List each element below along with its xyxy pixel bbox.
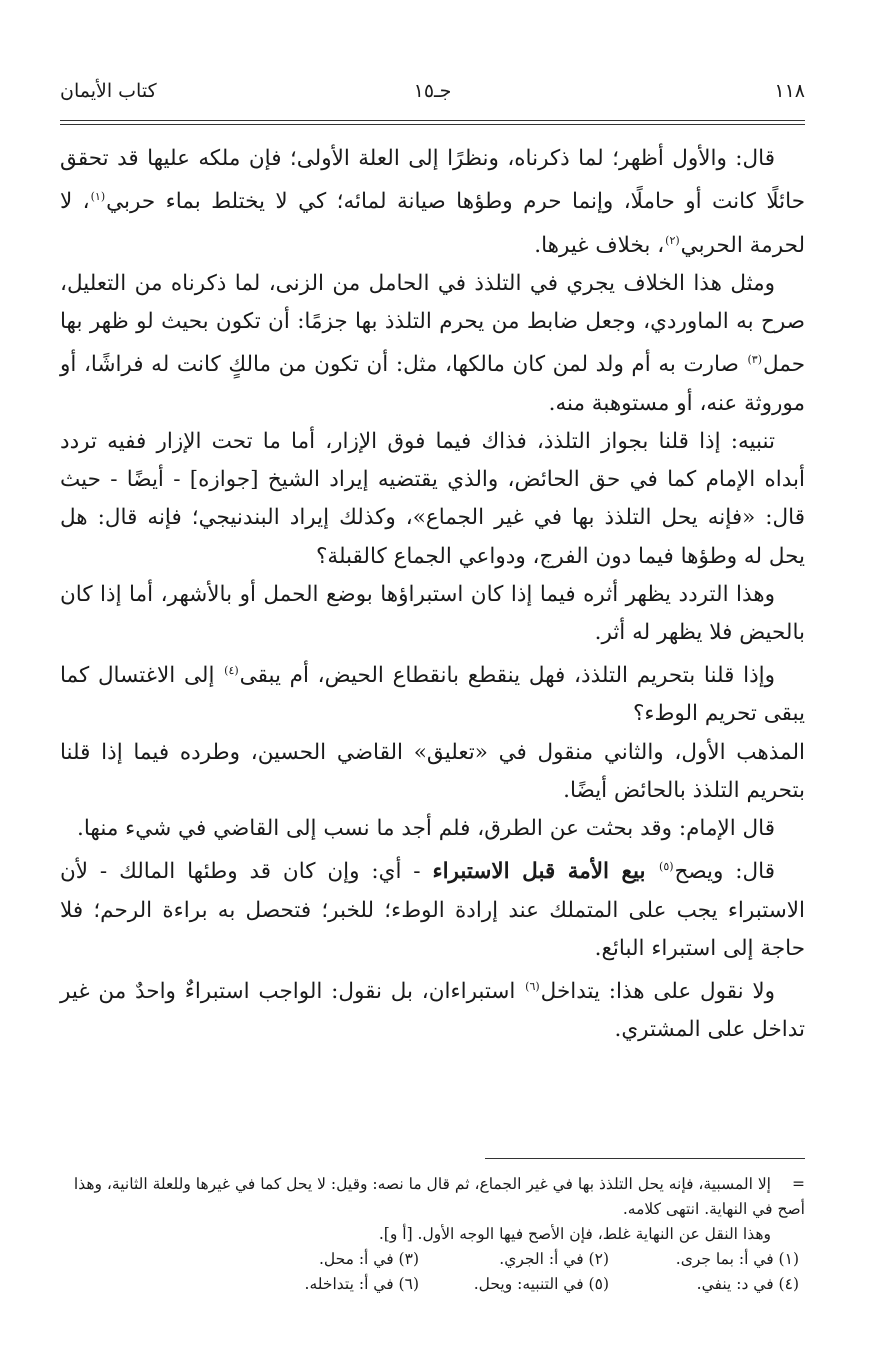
footnote-row-1 xyxy=(60,1247,805,1272)
footnote-1: (١) في أ: بما جرى. xyxy=(675,1250,799,1268)
page-number: ١١٨ xyxy=(774,80,805,102)
footnote-ref-4[interactable]: (٤) xyxy=(224,664,239,678)
footnote-row-2 xyxy=(60,1272,805,1297)
footnote-ref-1[interactable]: (١) xyxy=(90,190,106,204)
paragraph-7: قال الإمام: وقد بحثت عن الطرق، فلم أجد ما نسب إلى القاضي في شيء منها. xyxy=(77,816,775,842)
main-text xyxy=(60,140,805,1050)
footnote-ref-5[interactable]: (٥) xyxy=(659,860,674,874)
paragraph-6: المذهب الأول، والثاني منقول في «تعليق» القاضي الحسين، وطرده فيما إذا قلنا بتحريم التلذذ بالحائض أيضًا. xyxy=(60,739,805,803)
book-title: كتاب الأيمان xyxy=(60,80,157,102)
paragraph-8: قال: ويصح$^{(٥)}$ بيع الأمة قبل الاستبراء - أي: وإن كان قد وطئها المالك - لأن الاستبراء يجب على المتملك عند إرادة الوطء؛ للخبر؛ فتحصل به براءة الرحم؛ فلا حاجة إلى استبراء البائع. xyxy=(60,859,805,961)
header-rule-double xyxy=(60,124,805,125)
footnote-6: (٦) في أ: يتداخله. xyxy=(304,1275,419,1293)
running-head xyxy=(60,80,805,110)
volume-label: جـ١٥ xyxy=(413,80,452,102)
footnote-ref-3[interactable]: (٣) xyxy=(747,353,762,367)
footnotes xyxy=(60,1172,805,1297)
paragraph-9: ولا نقول على هذا: يتداخل$^{(٦)}$ استبراءان، بل نقول: الواجب استبراءٌ واحدٌ من غير تداخل على المشتري. xyxy=(60,979,805,1043)
paragraph-5: وإذا قلنا بتحريم التلذذ، فهل ينقطع بانقطاع الحيض، أم يبقى$^{(٤)}$ إلى الاغتسال كما يبقى تحريم الوطء؟ xyxy=(60,663,805,727)
footnote-continuation: =إلا المسبية، فإنه يحل التلذذ بها في غير الجماع، ثم قال ما نصه: وقيل: لا يحل كما في غيرها وللعلة الثانية، وهذا أصح في النهاية. انتهى كلامه. xyxy=(60,1172,805,1222)
footnote-separator xyxy=(485,1158,805,1159)
footnote-3: (٣) في أ: محل. xyxy=(318,1250,419,1268)
footnote-5: (٥) في التنبيه: ويحل. xyxy=(473,1275,609,1293)
header-rule xyxy=(60,120,805,121)
continuation-marker: = xyxy=(792,1175,805,1193)
footnote-ref-6[interactable]: (٦) xyxy=(525,980,540,994)
paragraph-3: تنبيه: إذا قلنا بجواز التلذذ، فذاك فيما فوق الإزار، أما ما تحت الإزار ففيه تردد أبداه الإمام كما في حق الحائض، والذي يقتضيه إيراد الشيخ [جوازه] - أيضًا - حيث قال: «فإنه يحل التلذذ بها في غير الجماع»، وكذلك إيراد البندنيجي؛ فإنه قال: هل يحل له وطؤها فيما دون الفرج، ودواعي الجماع كالقبلة؟ xyxy=(60,428,805,569)
footnote-ref-2[interactable]: (٢) xyxy=(665,233,680,247)
paragraph-1: قال: والأول أظهر؛ لما ذكرناه، ونظرًا إلى العلة الأولى؛ فإن ملكه عليها قد تحقق حائلًا كانت أو حاملًا، وإنما حرم وطؤها صيانة لمائه؛ كي لا يختلط بماء حربي$^{(١)}$، لا لحرمة الحربي$^{(٢)}$، بخلاف غيرها. xyxy=(60,146,805,258)
document-page xyxy=(60,80,805,1320)
footnote-continuation-line: وهذا النقل عن النهاية غلط، فإن الأصح فيها الوجه الأول. [أ و]. xyxy=(378,1225,771,1243)
paragraph-2: ومثل هذا الخلاف يجري في التلذذ في الحامل من الزنى، لما ذكرناه من التعليل، صرح به الماوردي، وجعل ضابط من يحرم التلذذ بها جزمًا: أن تكون بحيث لو ظهر بها حمل$^{(٣)}$ صارت به أم ولد لمن كان مالكها، مثل: أن تكون من مالكٍ كانت له فراشًا، أو موروثة عنه، أو مستوهبة منه. xyxy=(60,270,805,416)
footnote-4: (٤) في د: ينفي. xyxy=(696,1275,799,1293)
paragraph-4: وهذا التردد يظهر أثره فيما إذا كان استبراؤها بوضع الحمل أو بالأشهر، أما إذا كان بالحيض فلا يظهر له أثر. xyxy=(60,581,805,645)
bold-phrase: بيع الأمة قبل الاستبراء xyxy=(432,859,659,885)
footnote-2: (٢) في أ: الجري. xyxy=(499,1250,609,1268)
